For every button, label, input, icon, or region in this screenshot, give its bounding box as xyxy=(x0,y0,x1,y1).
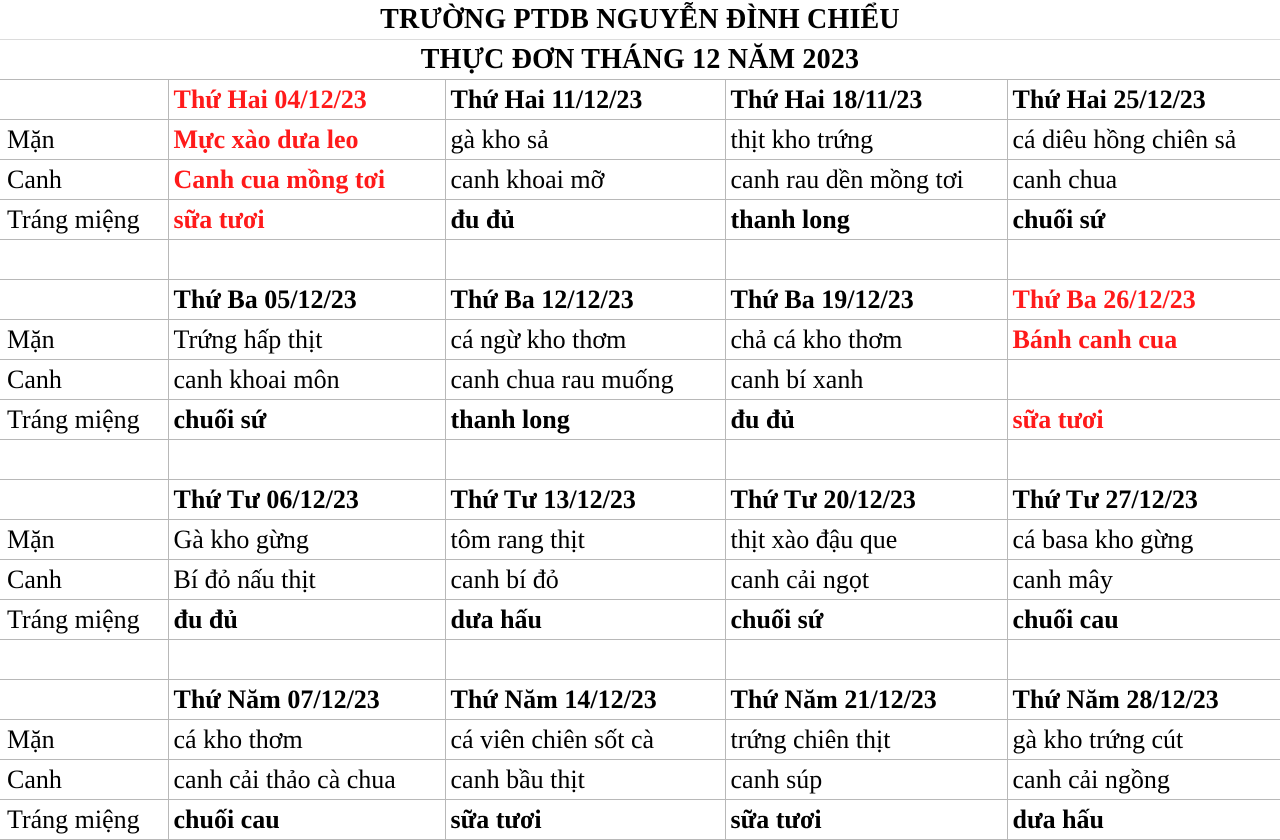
man-row xyxy=(0,120,1280,160)
dessert-cell: đu đủ xyxy=(168,600,445,640)
spacer-cell xyxy=(725,240,1007,280)
soup-cell: canh khoai môn xyxy=(168,360,445,400)
menu-title: THỰC ĐƠN THÁNG 12 NĂM 2023 xyxy=(420,44,860,75)
soup-cell: canh chua xyxy=(1007,160,1280,200)
day-heading: Thứ Ba 26/12/23 xyxy=(1007,280,1280,320)
canh-row xyxy=(0,360,1280,400)
day-heading: Thứ Tư 27/12/23 xyxy=(1007,480,1280,520)
day-heading: Thứ Hai 18/11/23 xyxy=(725,80,1007,120)
dish-cell: Mực xào dưa leo xyxy=(168,120,445,160)
dessert-cell: thanh long xyxy=(445,400,725,440)
label-cell-empty xyxy=(0,80,168,120)
day-heading: Thứ Hai 04/12/23 xyxy=(168,80,445,120)
label-cell-empty xyxy=(0,280,168,320)
spacer-cell xyxy=(725,440,1007,480)
dessert-cell: chuối cau xyxy=(168,800,445,840)
dessert-cell: dưa hấu xyxy=(1007,800,1280,840)
spacer-row xyxy=(0,440,1280,480)
soup-cell: canh cải thảo cà chua xyxy=(168,760,445,800)
day-heading: Thứ Hai 25/12/23 xyxy=(1007,80,1280,120)
dish-cell: thịt xào đậu que xyxy=(725,520,1007,560)
canh-row xyxy=(0,760,1280,800)
canh-row xyxy=(0,160,1280,200)
soup-cell: canh khoai mỡ xyxy=(445,160,725,200)
day-heading: Thứ Ba 12/12/23 xyxy=(445,280,725,320)
dessert-cell: sữa tươi xyxy=(1007,400,1280,440)
day-heading: Thứ Tư 13/12/23 xyxy=(445,480,725,520)
spacer-cell xyxy=(445,240,725,280)
dessert-cell: chuối sứ xyxy=(725,600,1007,640)
dish-cell: cá ngừ kho thơm xyxy=(445,320,725,360)
dessert-cell: thanh long xyxy=(725,200,1007,240)
dessert-cell: sữa tươi xyxy=(168,200,445,240)
spacer-cell xyxy=(168,240,445,280)
menu-table xyxy=(0,80,1280,840)
dessert-cell: chuối sứ xyxy=(1007,200,1280,240)
day-header-row xyxy=(0,280,1280,320)
spacer-cell xyxy=(1007,440,1280,480)
dessert-row xyxy=(0,800,1280,840)
day-heading: Thứ Năm 07/12/23 xyxy=(168,680,445,720)
dessert-cell: sữa tươi xyxy=(445,800,725,840)
man-row xyxy=(0,320,1280,360)
spacer-cell xyxy=(0,640,168,680)
soup-cell: canh cải ngọt xyxy=(725,560,1007,600)
spacer-cell xyxy=(445,640,725,680)
dish-cell: Trứng hấp thịt xyxy=(168,320,445,360)
dish-cell: gà kho sả xyxy=(445,120,725,160)
day-heading: Thứ Ba 05/12/23 xyxy=(168,280,445,320)
soup-cell: canh chua rau muống xyxy=(445,360,725,400)
dish-cell: cá basa kho gừng xyxy=(1007,520,1280,560)
label-cell-empty xyxy=(0,680,168,720)
row-label-dessert: Tráng miệng xyxy=(0,200,168,240)
row-label-dessert: Tráng miệng xyxy=(0,600,168,640)
dessert-cell: sữa tươi xyxy=(725,800,1007,840)
man-row xyxy=(0,720,1280,760)
day-heading: Thứ Tư 20/12/23 xyxy=(725,480,1007,520)
soup-cell: Canh cua mồng tơi xyxy=(168,160,445,200)
row-label-canh: Canh xyxy=(0,360,168,400)
dish-cell: cá kho thơm xyxy=(168,720,445,760)
row-label-man: Mặn xyxy=(0,320,168,360)
row-label-man: Mặn xyxy=(0,120,168,160)
dessert-cell: đu đủ xyxy=(445,200,725,240)
spacer-cell xyxy=(168,640,445,680)
row-label-canh: Canh xyxy=(0,160,168,200)
row-label-man: Mặn xyxy=(0,520,168,560)
spacer-cell xyxy=(445,440,725,480)
dessert-row xyxy=(0,600,1280,640)
day-heading: Thứ Tư 06/12/23 xyxy=(168,480,445,520)
spacer-cell xyxy=(0,440,168,480)
dish-cell: Gà kho gừng xyxy=(168,520,445,560)
dessert-cell: đu đủ xyxy=(725,400,1007,440)
soup-cell: canh mây xyxy=(1007,560,1280,600)
row-label-dessert: Tráng miệng xyxy=(0,800,168,840)
spacer-row xyxy=(0,640,1280,680)
soup-cell: Bí đỏ nấu thịt xyxy=(168,560,445,600)
soup-cell: canh rau dền mồng tơi xyxy=(725,160,1007,200)
soup-cell: canh cải ngồng xyxy=(1007,760,1280,800)
dessert-cell: chuối sứ xyxy=(168,400,445,440)
spacer-row xyxy=(0,240,1280,280)
row-label-canh: Canh xyxy=(0,560,168,600)
canh-row xyxy=(0,560,1280,600)
soup-cell: canh bí xanh xyxy=(725,360,1007,400)
dish-cell: thịt kho trứng xyxy=(725,120,1007,160)
day-heading: Thứ Ba 19/12/23 xyxy=(725,280,1007,320)
dish-cell: cá viên chiên sốt cà xyxy=(445,720,725,760)
soup-cell xyxy=(1007,360,1280,400)
spacer-cell xyxy=(0,240,168,280)
dish-cell: gà kho trứng cút xyxy=(1007,720,1280,760)
row-label-canh: Canh xyxy=(0,760,168,800)
spacer-cell xyxy=(1007,240,1280,280)
man-row xyxy=(0,520,1280,560)
dish-cell: cá diêu hồng chiên sả xyxy=(1007,120,1280,160)
day-heading: Thứ Năm 28/12/23 xyxy=(1007,680,1280,720)
dessert-cell: dưa hấu xyxy=(445,600,725,640)
row-label-dessert: Tráng miệng xyxy=(0,400,168,440)
dish-cell: trứng chiên thịt xyxy=(725,720,1007,760)
soup-cell: canh bầu thịt xyxy=(445,760,725,800)
soup-cell: canh bí đỏ xyxy=(445,560,725,600)
day-header-row xyxy=(0,480,1280,520)
row-label-man: Mặn xyxy=(0,720,168,760)
spacer-cell xyxy=(168,440,445,480)
label-cell-empty xyxy=(0,480,168,520)
day-heading: Thứ Năm 21/12/23 xyxy=(725,680,1007,720)
dish-cell: tôm rang thịt xyxy=(445,520,725,560)
soup-cell: canh súp xyxy=(725,760,1007,800)
spacer-cell xyxy=(725,640,1007,680)
dish-cell: Bánh canh cua xyxy=(1007,320,1280,360)
dish-cell: chả cá kho thơm xyxy=(725,320,1007,360)
day-heading: Thứ Năm 14/12/23 xyxy=(445,680,725,720)
dessert-row xyxy=(0,400,1280,440)
day-heading: Thứ Hai 11/12/23 xyxy=(445,80,725,120)
spacer-cell xyxy=(1007,640,1280,680)
dessert-cell: chuối cau xyxy=(1007,600,1280,640)
day-header-row xyxy=(0,680,1280,720)
dessert-row xyxy=(0,200,1280,240)
school-name: TRƯỜNG PTDB NGUYỄN ĐÌNH CHIỂU xyxy=(0,0,1280,40)
title-block xyxy=(0,0,1280,80)
day-header-row xyxy=(0,80,1280,120)
